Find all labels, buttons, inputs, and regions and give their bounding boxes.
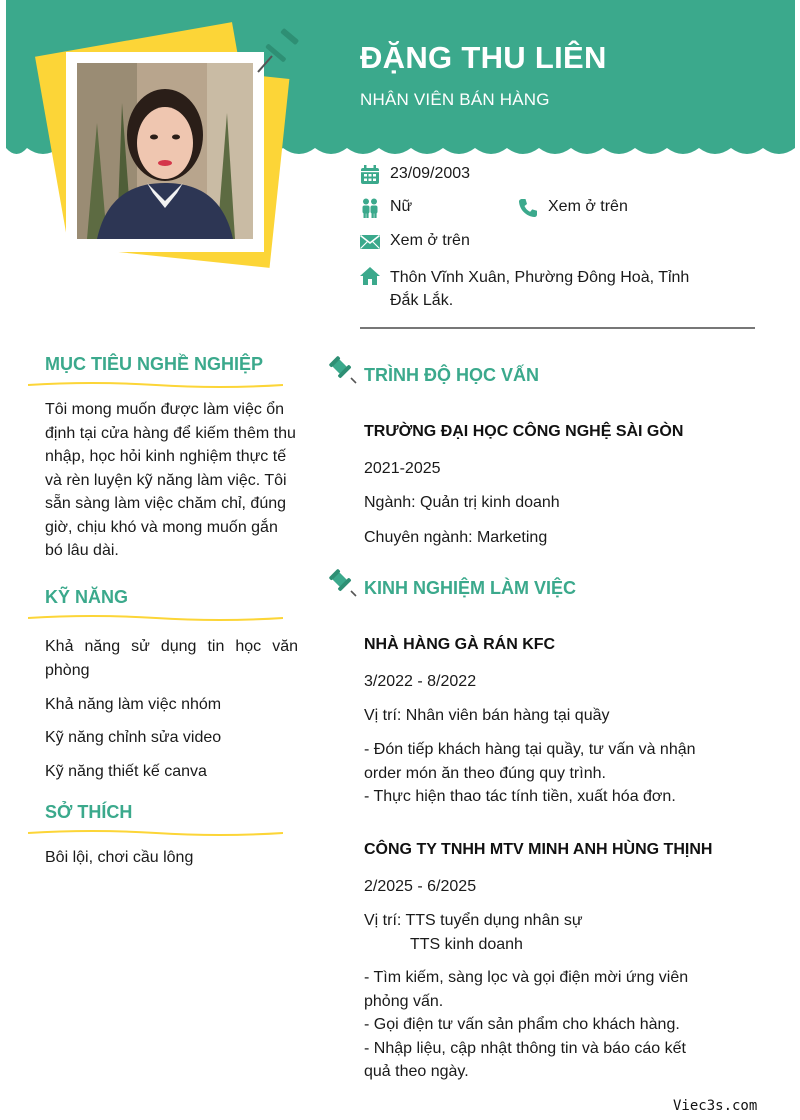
phone-icon [518, 198, 538, 218]
envelope-icon [360, 232, 380, 252]
contact-phone [518, 198, 628, 218]
job2-period: 2/2025 - 6/2025 [364, 878, 477, 895]
address-line-2: Đắk Lắk. [390, 292, 454, 309]
objective-line: định tại cửa hàng để kiếm thêm thu [45, 424, 296, 442]
objective-line: nhập, học hỏi kinh nghiệm thực tế [45, 448, 287, 465]
home-icon [360, 266, 380, 286]
calendar-icon [360, 165, 380, 185]
contact-divider [360, 327, 755, 329]
hobbies-text: Bôi lội, chơi cầu lông [45, 849, 194, 866]
skills-item-4: Kỹ năng thiết kế canva [45, 763, 207, 780]
gender-text: Nữ [390, 198, 413, 215]
portrait-image [77, 63, 253, 239]
candidate-name: ĐẶNG THU LIÊN [360, 40, 607, 75]
skills-heading: KỸ NĂNG [45, 587, 129, 607]
job1-desc-line: - Thực hiện thao tác tính tiền, xuất hóa đơn. [364, 788, 676, 805]
job2-desc-line: phỏng vấn. [364, 992, 444, 1010]
contact-address [360, 266, 689, 312]
skill-line: Khả năng sử dụng tin học văn [45, 638, 298, 655]
job2-desc-line: - Nhập liệu, cập nhật thông tin và báo cáo kết [364, 1039, 686, 1057]
email-text: Xem ở trên [390, 232, 470, 249]
birthdate-text: 23/09/2003 [390, 165, 471, 182]
photo-frame [66, 52, 264, 252]
skills-item-1 [45, 635, 298, 682]
watermark: Viec3s.com [673, 1098, 758, 1114]
profile-photo [77, 63, 253, 239]
skills-item-3: Kỹ năng chỉnh sửa video [45, 729, 222, 746]
job2-position-line: TTS kinh doanh [410, 935, 523, 953]
phone-text: Xem ở trên [548, 198, 628, 215]
contact-gender [360, 198, 412, 218]
education-heading: TRÌNH ĐỘ HỌC VẤN [364, 365, 539, 385]
hobbies-heading: SỞ THÍCH [45, 802, 133, 822]
address-text [390, 266, 689, 312]
job2-position [364, 909, 744, 956]
skills-item-2: Khả năng làm việc nhóm [45, 696, 222, 713]
education-specialization: Chuyên ngành: Marketing [364, 529, 548, 546]
job2-position-line: Vị trí: TTS tuyển dụng nhân sự [364, 912, 583, 929]
job1-company: NHÀ HÀNG GÀ RÁN KFC [364, 636, 556, 653]
job1-desc-line: - Đón tiếp khách hàng tại quầy, tư vấn và nhận [364, 741, 696, 758]
education-major: Ngành: Quản trị kinh doanh [364, 494, 560, 511]
job2-desc-line: - Tìm kiếm, sàng lọc và gọi điện mời ứng viên [364, 969, 689, 986]
skills-wave-underline [28, 613, 283, 623]
job1-description [364, 738, 744, 809]
objective-line: giờ, chịu khó và mong muốn gắn [45, 518, 278, 536]
contact-email [360, 232, 470, 252]
job1-position: Vị trí: Nhân viên bán hàng tại quầy [364, 707, 610, 724]
job2-description [364, 966, 744, 1084]
objective-line: và rèn luyện kỹ năng làm việc. Tôi [45, 471, 287, 489]
objective-heading: MỤC TIÊU NGHỀ NGHIỆP [45, 354, 264, 374]
hobbies-wave-underline [28, 828, 283, 838]
contact-birthdate [360, 165, 470, 185]
education-years: 2021-2025 [364, 460, 441, 477]
job2-company: CÔNG TY TNHH MTV MINH ANH HÙNG THỊNH [364, 841, 713, 858]
address-line-1: Thôn Vĩnh Xuân, Phường Đông Hoà, Tỉnh [390, 269, 690, 286]
objective-line: bó lâu dài. [45, 542, 119, 559]
job1-desc-line: order món ăn theo đúng quy trình. [364, 764, 606, 782]
profile-photo-block [40, 28, 290, 273]
job2-desc-line: - Gọi điện tư vấn sản phẩm cho khách hàng. [364, 1016, 680, 1033]
experience-heading: KINH NGHIỆM LÀM VIỆC [364, 578, 577, 598]
gender-icon [360, 198, 380, 218]
job1-period: 3/2022 - 8/2022 [364, 673, 477, 690]
objective-wave-underline [28, 380, 283, 390]
candidate-job-title: NHÂN VIÊN BÁN HÀNG [360, 90, 550, 109]
objective-text [45, 398, 298, 563]
objective-line: sẵn sàng làm việc chăm chỉ, đúng [45, 495, 287, 512]
skill-line: phòng [45, 661, 90, 679]
job2-desc-line: quả theo ngày. [364, 1063, 469, 1080]
pushpin-icon [329, 356, 357, 384]
pushpin-icon [250, 28, 300, 76]
pushpin-icon [329, 569, 357, 597]
objective-line: Tôi mong muốn được làm việc ổn [45, 401, 285, 418]
education-school: TRƯỜNG ĐẠI HỌC CÔNG NGHỆ SÀI GÒN [364, 423, 684, 440]
